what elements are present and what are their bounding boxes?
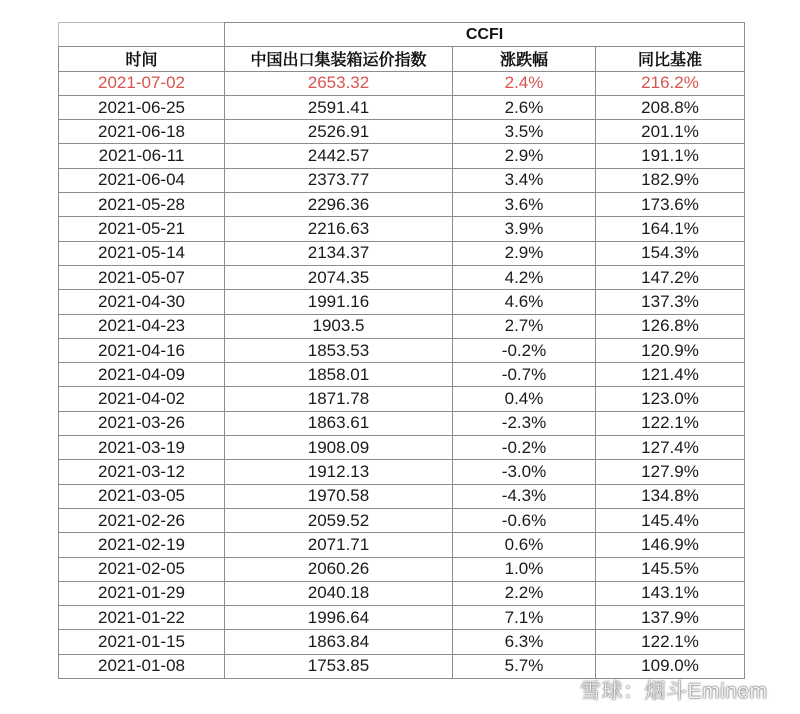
col-header-index: 中国出口集装箱运价指数 bbox=[225, 47, 453, 71]
table-row bbox=[59, 557, 745, 581]
table-row bbox=[59, 387, 745, 411]
cell-change: 3.5% bbox=[453, 120, 596, 144]
table-row bbox=[59, 460, 745, 484]
table-row bbox=[59, 168, 745, 192]
cell-yoy: 143.1% bbox=[596, 581, 745, 605]
cell-index: 2059.52 bbox=[225, 508, 453, 532]
table-row bbox=[59, 120, 745, 144]
table-row bbox=[59, 265, 745, 289]
cell-change: 0.4% bbox=[453, 387, 596, 411]
cell-change: 2.4% bbox=[453, 71, 596, 95]
cell-date: 2021-01-08 bbox=[59, 654, 225, 678]
cell-change: -4.3% bbox=[453, 484, 596, 508]
cell-change: 3.6% bbox=[453, 193, 596, 217]
cell-change: -2.3% bbox=[453, 411, 596, 435]
cell-change: -0.7% bbox=[453, 363, 596, 387]
cell-index: 1863.84 bbox=[225, 630, 453, 654]
table-row bbox=[59, 484, 745, 508]
cell-index: 2071.71 bbox=[225, 533, 453, 557]
cell-date: 2021-05-14 bbox=[59, 241, 225, 265]
cell-index: 2216.63 bbox=[225, 217, 453, 241]
cell-index: 1908.09 bbox=[225, 436, 453, 460]
table-row bbox=[59, 630, 745, 654]
cell-change: 2.6% bbox=[453, 95, 596, 119]
cell-index: 1991.16 bbox=[225, 290, 453, 314]
cell-yoy: 173.6% bbox=[596, 193, 745, 217]
cell-index: 2040.18 bbox=[225, 581, 453, 605]
cell-date: 2021-01-29 bbox=[59, 581, 225, 605]
cell-index: 1970.58 bbox=[225, 484, 453, 508]
cell-index: 1753.85 bbox=[225, 654, 453, 678]
cell-index: 1858.01 bbox=[225, 363, 453, 387]
cell-index: 2296.36 bbox=[225, 193, 453, 217]
cell-change: 1.0% bbox=[453, 557, 596, 581]
cell-date: 2021-01-15 bbox=[59, 630, 225, 654]
cell-yoy: 123.0% bbox=[596, 387, 745, 411]
table-row bbox=[59, 411, 745, 435]
cell-yoy: 201.1% bbox=[596, 120, 745, 144]
ccfi-table bbox=[58, 22, 745, 679]
cell-index: 2526.91 bbox=[225, 120, 453, 144]
cell-change: 6.3% bbox=[453, 630, 596, 654]
col-header-date: 时间 bbox=[59, 47, 225, 71]
watermark-text: 雪球：烟斗Eminem bbox=[580, 680, 768, 703]
table-row bbox=[59, 581, 745, 605]
cell-date: 2021-04-23 bbox=[59, 314, 225, 338]
cell-change: -0.6% bbox=[453, 508, 596, 532]
cell-index: 2591.41 bbox=[225, 95, 453, 119]
cell-yoy: 216.2% bbox=[596, 71, 745, 95]
cell-yoy: 164.1% bbox=[596, 217, 745, 241]
cell-change: 3.4% bbox=[453, 168, 596, 192]
blank-corner-cell bbox=[59, 23, 225, 47]
cell-index: 2373.77 bbox=[225, 168, 453, 192]
cell-date: 2021-06-04 bbox=[59, 168, 225, 192]
cell-change: 2.9% bbox=[453, 241, 596, 265]
cell-date: 2021-07-02 bbox=[59, 71, 225, 95]
cell-yoy: 145.5% bbox=[596, 557, 745, 581]
table-row bbox=[59, 71, 745, 95]
table-row bbox=[59, 290, 745, 314]
cell-yoy: 137.9% bbox=[596, 606, 745, 630]
cell-date: 2021-06-25 bbox=[59, 95, 225, 119]
cell-change: 0.6% bbox=[453, 533, 596, 557]
cell-date: 2021-06-18 bbox=[59, 120, 225, 144]
cell-date: 2021-05-07 bbox=[59, 265, 225, 289]
cell-yoy: 109.0% bbox=[596, 654, 745, 678]
cell-date: 2021-05-21 bbox=[59, 217, 225, 241]
cell-yoy: 126.8% bbox=[596, 314, 745, 338]
cell-date: 2021-04-02 bbox=[59, 387, 225, 411]
table-row bbox=[59, 314, 745, 338]
cell-date: 2021-02-26 bbox=[59, 508, 225, 532]
table-row bbox=[59, 436, 745, 460]
group-header-row bbox=[59, 23, 745, 47]
watermark bbox=[556, 675, 768, 705]
cell-date: 2021-02-05 bbox=[59, 557, 225, 581]
cell-yoy: 127.4% bbox=[596, 436, 745, 460]
cell-change: 3.9% bbox=[453, 217, 596, 241]
table-row bbox=[59, 217, 745, 241]
cell-index: 2653.32 bbox=[225, 71, 453, 95]
cell-yoy: 122.1% bbox=[596, 630, 745, 654]
cell-yoy: 121.4% bbox=[596, 363, 745, 387]
cell-yoy: 127.9% bbox=[596, 460, 745, 484]
cell-date: 2021-06-11 bbox=[59, 144, 225, 168]
cell-date: 2021-03-12 bbox=[59, 460, 225, 484]
table-row bbox=[59, 193, 745, 217]
cell-index: 2060.26 bbox=[225, 557, 453, 581]
cell-index: 1853.53 bbox=[225, 338, 453, 362]
cell-yoy: 208.8% bbox=[596, 95, 745, 119]
cell-date: 2021-04-16 bbox=[59, 338, 225, 362]
table-row bbox=[59, 533, 745, 557]
cell-index: 1863.61 bbox=[225, 411, 453, 435]
cell-index: 1996.64 bbox=[225, 606, 453, 630]
table-row bbox=[59, 241, 745, 265]
cell-index: 1871.78 bbox=[225, 387, 453, 411]
ccfi-group-header: CCFI bbox=[225, 23, 745, 47]
cell-yoy: 120.9% bbox=[596, 338, 745, 362]
cell-yoy: 145.4% bbox=[596, 508, 745, 532]
cell-index: 1912.13 bbox=[225, 460, 453, 484]
table-row bbox=[59, 508, 745, 532]
table-row bbox=[59, 338, 745, 362]
cell-change: 5.7% bbox=[453, 654, 596, 678]
table-row bbox=[59, 606, 745, 630]
col-header-yoy: 同比基准 bbox=[596, 47, 745, 71]
snowball-logo-icon bbox=[556, 681, 576, 701]
cell-date: 2021-05-28 bbox=[59, 193, 225, 217]
column-header-row bbox=[59, 47, 745, 71]
cell-index: 2134.37 bbox=[225, 241, 453, 265]
cell-change: 7.1% bbox=[453, 606, 596, 630]
cell-change: -0.2% bbox=[453, 436, 596, 460]
cell-yoy: 146.9% bbox=[596, 533, 745, 557]
cell-date: 2021-04-09 bbox=[59, 363, 225, 387]
cell-index: 1903.5 bbox=[225, 314, 453, 338]
cell-change: 2.2% bbox=[453, 581, 596, 605]
cell-index: 2442.57 bbox=[225, 144, 453, 168]
cell-change: 4.2% bbox=[453, 265, 596, 289]
table-row bbox=[59, 363, 745, 387]
cell-change: 4.6% bbox=[453, 290, 596, 314]
cell-date: 2021-03-19 bbox=[59, 436, 225, 460]
cell-yoy: 182.9% bbox=[596, 168, 745, 192]
cell-yoy: 134.8% bbox=[596, 484, 745, 508]
cell-change: 2.7% bbox=[453, 314, 596, 338]
cell-yoy: 154.3% bbox=[596, 241, 745, 265]
cell-yoy: 191.1% bbox=[596, 144, 745, 168]
cell-date: 2021-03-05 bbox=[59, 484, 225, 508]
cell-index: 2074.35 bbox=[225, 265, 453, 289]
cell-date: 2021-03-26 bbox=[59, 411, 225, 435]
cell-change: 2.9% bbox=[453, 144, 596, 168]
cell-change: -3.0% bbox=[453, 460, 596, 484]
cell-yoy: 122.1% bbox=[596, 411, 745, 435]
cell-date: 2021-01-22 bbox=[59, 606, 225, 630]
table-row bbox=[59, 95, 745, 119]
col-header-change: 涨跌幅 bbox=[453, 47, 596, 71]
cell-date: 2021-02-19 bbox=[59, 533, 225, 557]
cell-yoy: 147.2% bbox=[596, 265, 745, 289]
cell-yoy: 137.3% bbox=[596, 290, 745, 314]
cell-change: -0.2% bbox=[453, 338, 596, 362]
table-row bbox=[59, 144, 745, 168]
cell-date: 2021-04-30 bbox=[59, 290, 225, 314]
